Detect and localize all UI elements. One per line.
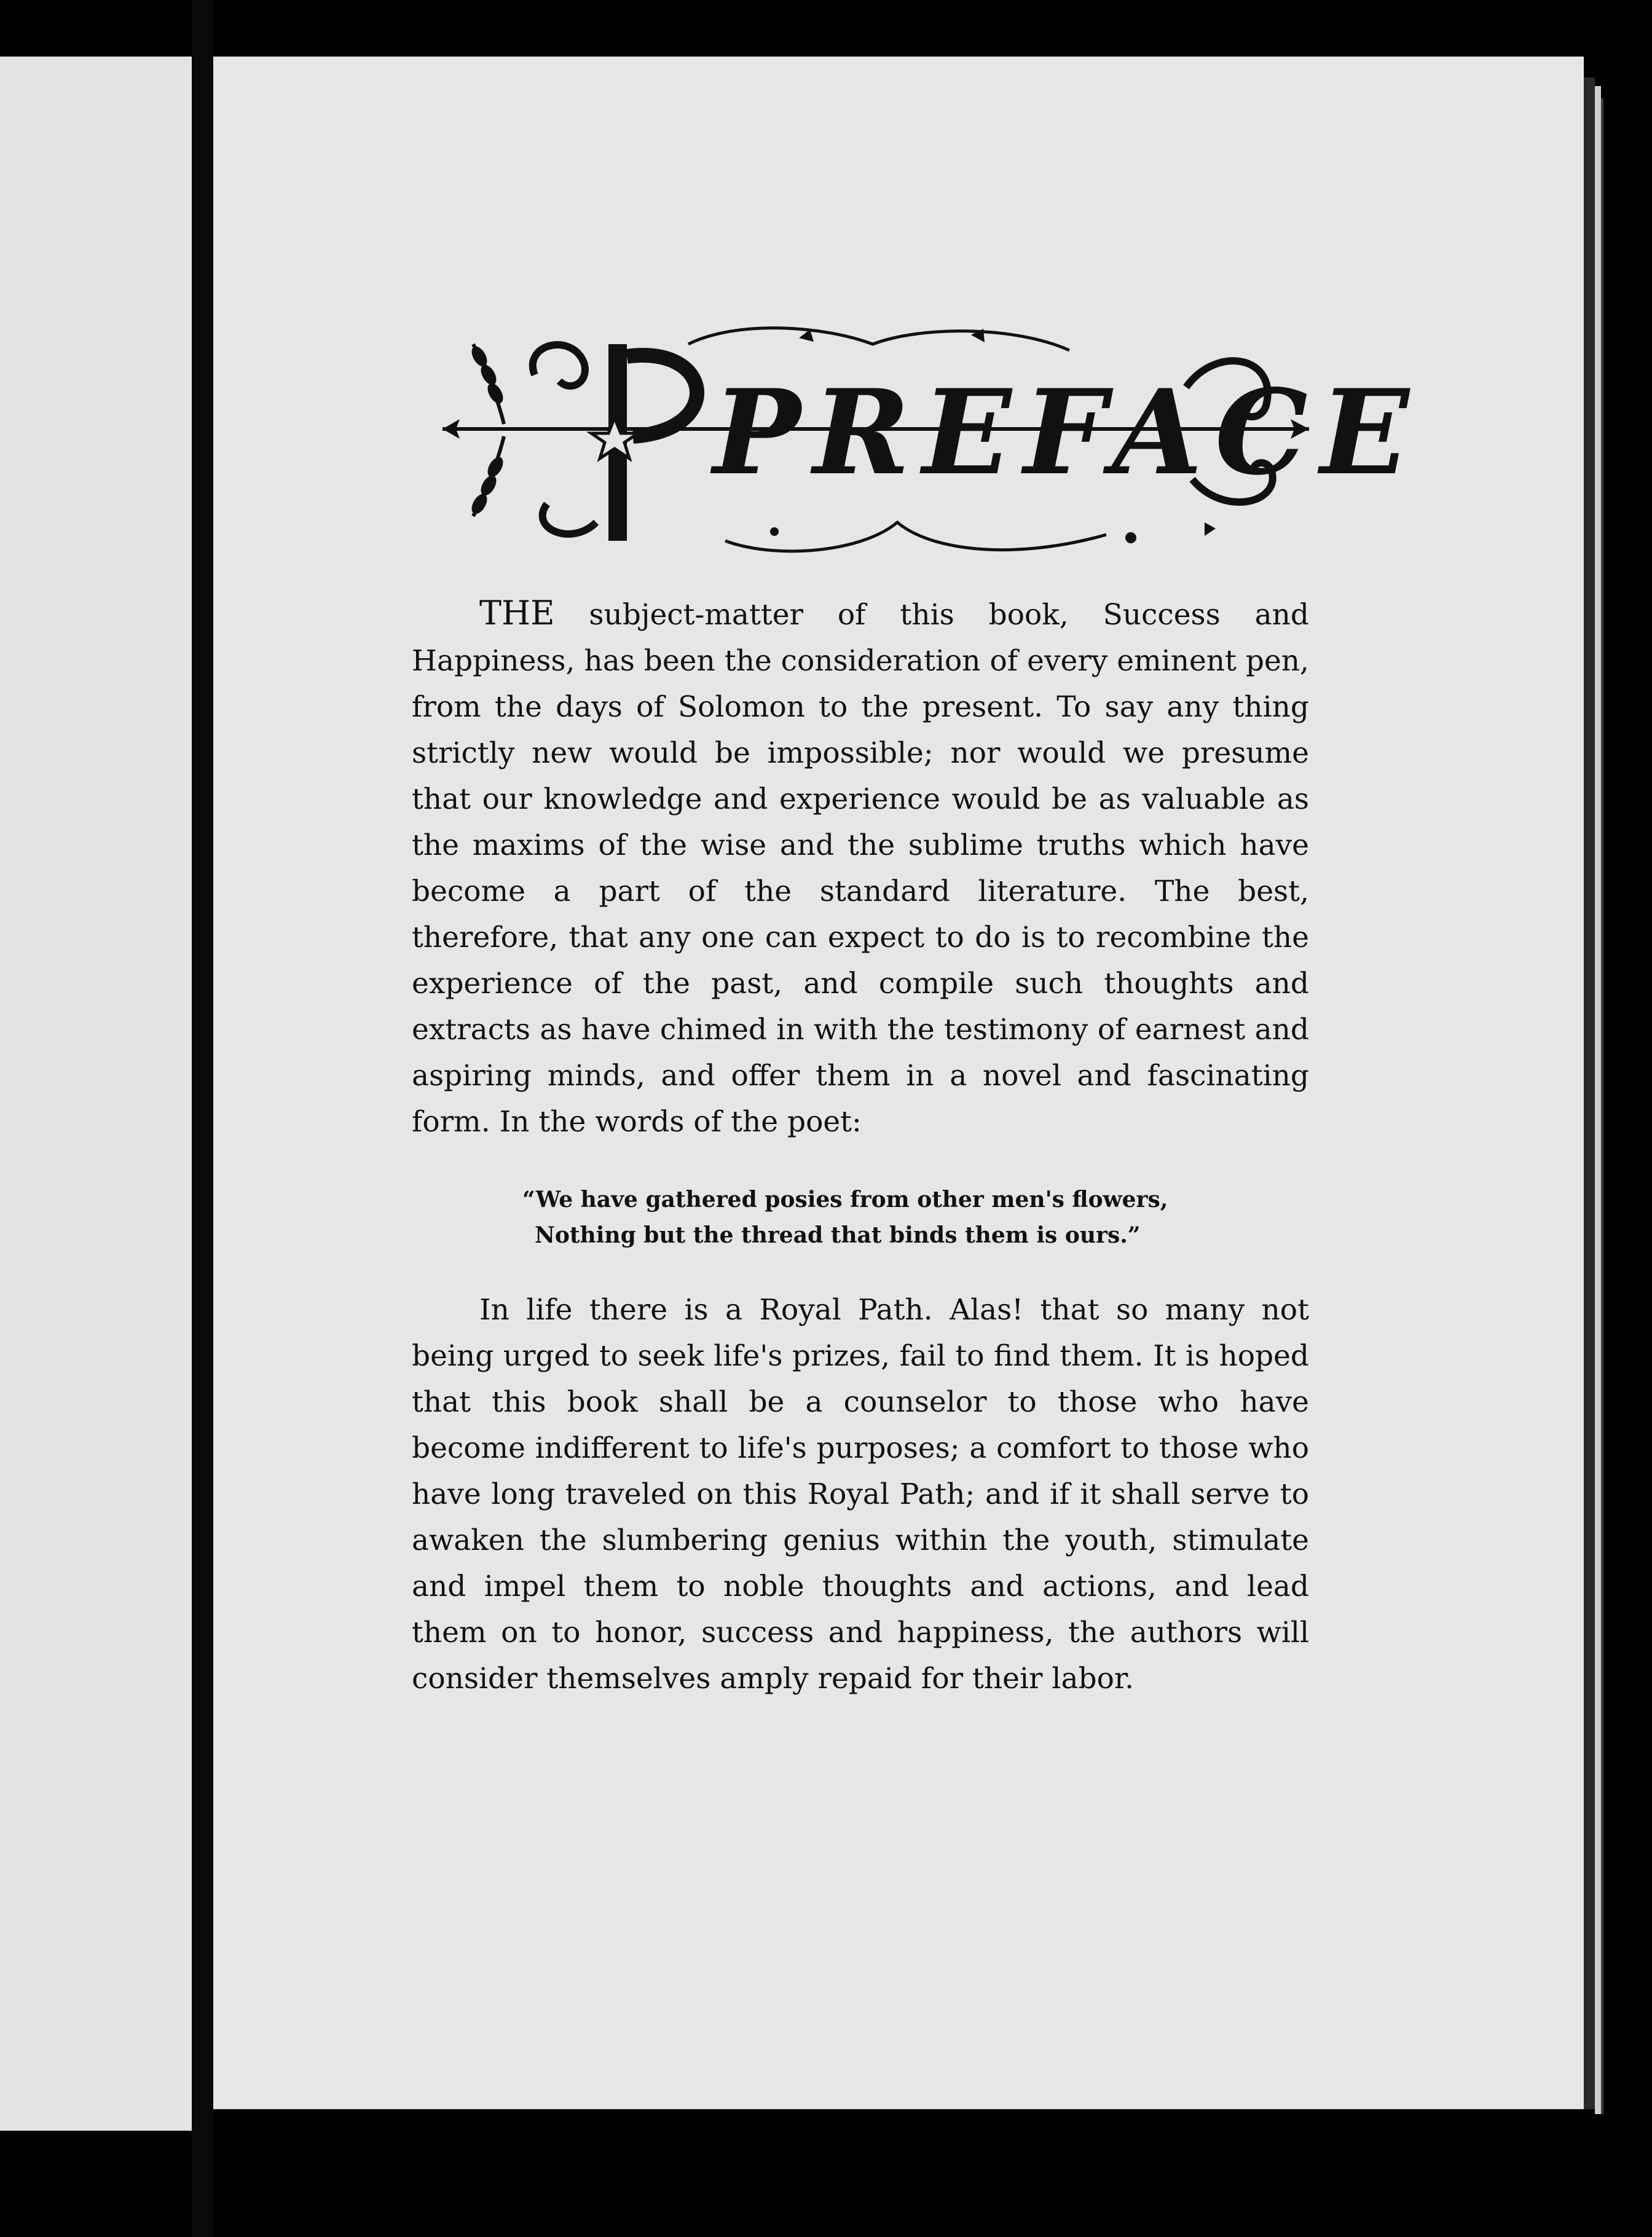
preface-body <box>412 590 1309 1702</box>
ornamental-heading-graphic <box>430 320 1422 565</box>
flourish-left-top <box>533 345 585 386</box>
preface-paragraph-2 <box>412 1287 1309 1702</box>
paragraph-text: In life there is a Royal Path. Alas! that so many not being urged to seek life's prizes, fail to find them. It is hoped that this book shall be a counselor to those who have become indifferent to life's purposes; a comfort to those who have long traveled on this Royal Path; and if it shall serve to awaken the slumbering genius within the youth, stimulate and impel them to noble thoughts and actions, and lead them on to honor, success and happiness, the authors will consider themselves amply repaid for their labor. <box>412 1293 1309 1696</box>
paragraph-text: subject-matter of this book, Success and Happiness, has been the consideration of every eminent pen, from the days of Solomon to the present. To say any thing strictly new would be impossible; nor would we presume that our knowledge and experience would be as valuable as the maxims of the wise and the sublime truths which have become a part of the standard literature. The best, therefore, that any one can expect to do is to recombine the experience of the past, and compile such thoughts and extracts as have chimed in with the testimony of earnest and aspiring minds, and offer them in a novel and fascinating form. In the words of the poet: <box>412 598 1309 1139</box>
page-edge-line <box>1601 98 1603 2114</box>
preface-heading <box>430 320 1422 565</box>
flourish-bottom-vine <box>725 522 1106 551</box>
flourish-top-vine <box>688 328 1069 350</box>
flourish-left-bottom <box>543 504 596 534</box>
letter-p-bowl <box>627 355 697 436</box>
poet-quote <box>412 1182 1309 1253</box>
preface-paragraph-1 <box>412 590 1309 1145</box>
quote-line-2: Nothing but the thread that binds them is ours.” <box>535 1222 1141 1248</box>
paragraph-lead-word: THE <box>479 594 555 632</box>
book-gutter <box>192 0 213 2237</box>
quote-line-1: “We have gathered posies from other men's flowers, <box>522 1187 1168 1213</box>
page-edge-shadow <box>1584 77 1595 2109</box>
heading-letters: PREFACE <box>713 364 1422 501</box>
left-page-edge <box>0 57 192 2131</box>
page-edge-paper <box>1595 86 1601 2114</box>
